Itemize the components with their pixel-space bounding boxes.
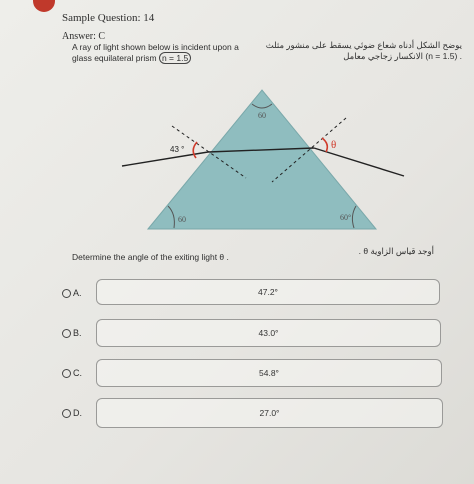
arabic-line-1: يوضح الشكل أدناه شعاع ضوئي يسقط على منشور مثلث [265,40,462,50]
option-d-label[interactable] [62,408,82,418]
refractive-index: n = 1.5 [159,52,191,64]
option-b-box[interactable] [96,319,441,347]
option-b-value: 43.0° [258,328,279,338]
radio-icon[interactable] [62,289,71,298]
apex-angle-label: 60 [258,111,266,120]
option-c-box[interactable] [96,359,442,387]
exit-angle-arc [322,138,327,152]
option-d-letter: D. [73,408,82,418]
option-c-value: 54.8° [259,368,279,378]
question-line-1: A ray of light shown below is incident upon a [72,42,239,52]
radio-icon[interactable] [62,329,71,338]
exit-angle-label: θ [331,139,337,151]
right-base-angle-label: 60° [340,213,352,222]
incident-angle-arc [193,142,197,158]
question-prompt: Determine the angle of the exiting light θ . [72,252,229,262]
question-line-2-text: glass equilateral prism [72,53,157,63]
option-d-box[interactable] [96,398,443,428]
option-c-letter: C. [73,368,82,378]
question-title: Sample Question: 14 [62,12,155,24]
radio-icon[interactable] [62,409,71,418]
question-prompt-arabic: أوجد قياس الزاوية θ . [358,246,434,256]
option-a-box[interactable] [96,279,440,305]
option-a-label[interactable] [62,288,82,298]
option-c-label[interactable] [62,368,82,378]
option-d-value: 27.0° [259,408,280,418]
option-b-letter: B. [73,328,82,338]
incident-ray [122,152,208,166]
left-base-angle-label: 60 [178,215,186,224]
radio-icon[interactable] [62,369,71,378]
answer-label: Answer: C [62,31,106,42]
option-b-label[interactable] [62,328,82,338]
option-a-letter: A. [73,288,82,298]
arabic-line-2: . (n = 1.5) الانكسار زجاجي معامل [343,51,462,61]
option-a-value: 47.2° [258,287,278,297]
incident-angle-label: 43 ° [170,145,185,154]
